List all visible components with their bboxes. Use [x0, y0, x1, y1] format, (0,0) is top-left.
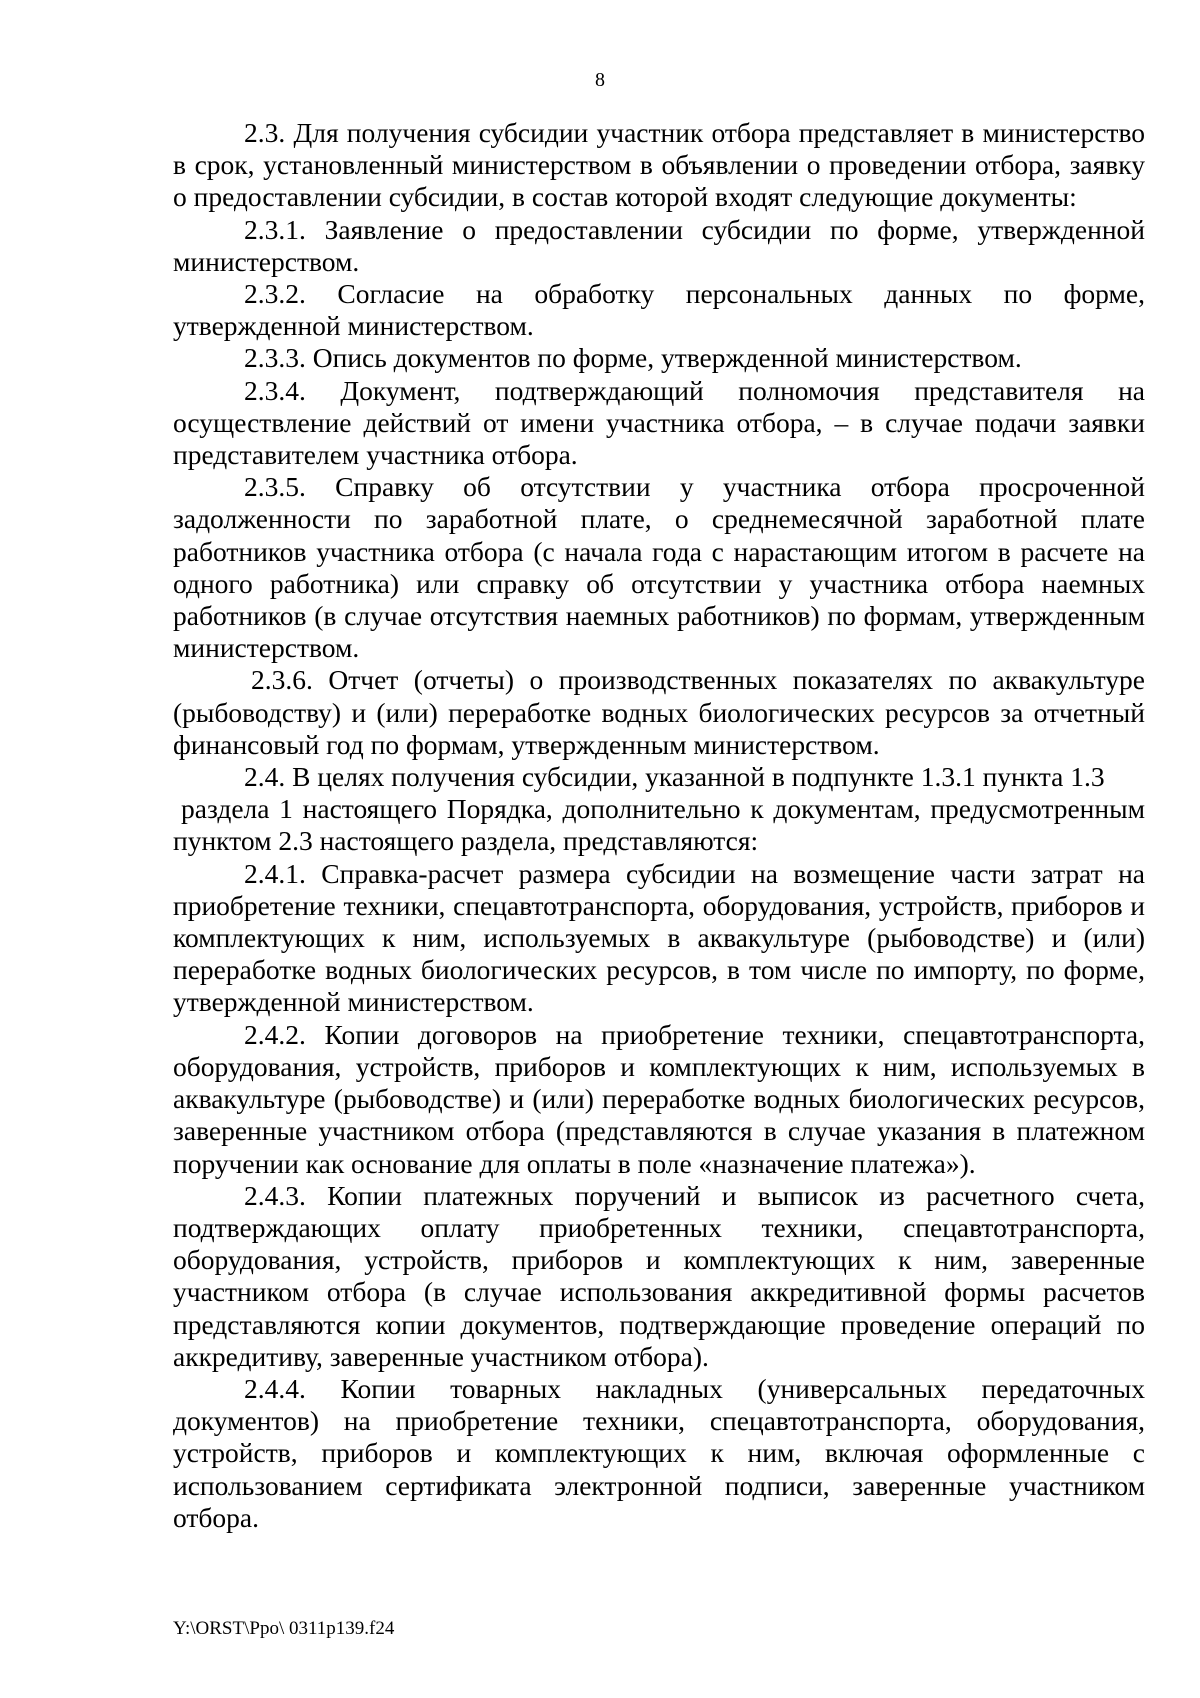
document-body	[173, 117, 1145, 1534]
paragraph-2-3-2: 2.3.2. Согласие на обработку персональных данных по форме, утвержденной министерством.	[173, 278, 1145, 342]
paragraph-2-4-1: 2.4.1. Справка-расчет размера субсидии на возмещение части затрат на приобретение техники, спецавтотранспорта, оборудования, устройств, приборов и комплектующих к ним, используемых в аквакультуре (рыбоводстве) и (или) переработке водных биологических ресурсов, в том числе по импорту, по форме, утвержденной министерством.	[173, 857, 1145, 1018]
paragraph-2-3-1: 2.3.1. Заявление о предоставлении субсидии по форме, утвержденной министерством.	[173, 213, 1145, 277]
paragraph-2-4-2: 2.4.2. Копии договоров на приобретение техники, спецавтотранспорта, оборудования, устройств, приборов и комплектующих к ним, используемых в аквакультуре (рыбоводстве) и (или) переработке водных биологических ресурсов, заверенные участником отбора (представляются в случае указания в платежном поручении как основание для оплаты в поле «назначение платежа»).	[173, 1018, 1145, 1179]
page-number: 8	[595, 69, 605, 91]
paragraph-2-3-6: 2.3.6. Отчет (отчеты) о производственных показателях по аквакультуре (рыбоводству) и (или) переработке водных биологических ресурсов за отчетный финансовый год по формам, утвержденным министерством.	[173, 664, 1145, 760]
footer-file-path: Y:\ORST\Ppo\ 0311p139.f24	[173, 1618, 395, 1639]
paragraph-2-3-4: 2.3.4. Документ, подтверждающий полномочия представителя на осуществление действий от имени участника отбора, – в случае подачи заявки представителем участника отбора.	[173, 374, 1145, 471]
paragraph-2-4-4: 2.4.4. Копии товарных накладных (универсальных передаточных документов) на приобретение техники, спецавтотранспорта, оборудования, устройств, приборов и комплектующих к ним, включая оформленные с использованием сертификата электронной подписи, заверенные участником отбора.	[173, 1372, 1145, 1533]
paragraph-2-4: 2.4. В целях получения субсидии, указанной в подпункте 1.3.1 пункта 1.3	[244, 761, 1105, 793]
paragraph-2-3-5: 2.3.5. Справку об отсутствии у участника отбора просроченной задолженности по заработной плате, о среднемесячной заработной плате работников участника отбора (с начала года с нарастающим итогом в расчете на одного работника) или справку об отсутствии у участника отбора наемных работников (в случае отсутствия наемных работников) по формам, утвержденным министерством.	[173, 471, 1145, 664]
paragraph-2-3: 2.3. Для получения субсидии участник отбора представляет в министерство в срок, установленный министерством в объявлении о проведении отбора, заявку о предоставлении субсидии, в состав которой входят следующие документы:	[173, 117, 1145, 213]
paragraph-2-3-3: 2.3.3. Опись документов по форме, утвержденной министерством.	[244, 342, 1022, 374]
paragraph-2-4-continued: раздела 1 настоящего Порядка, дополнительно к документам, предусмотренным пунктом 2.3 настоящего раздела, представляются:	[173, 793, 1145, 857]
paragraph-2-4-3: 2.4.3. Копии платежных поручений и выписок из расчетного счета, подтверждающих оплату приобретенных техники, спецавтотранспорта, оборудования, устройств, приборов и комплектующих к ним, заверенные участником отбора (в случае использования аккредитивной формы расчетов представляются копии документов, подтверждающие проведение операций по аккредитиву, заверенные участником отбора).	[173, 1179, 1145, 1372]
